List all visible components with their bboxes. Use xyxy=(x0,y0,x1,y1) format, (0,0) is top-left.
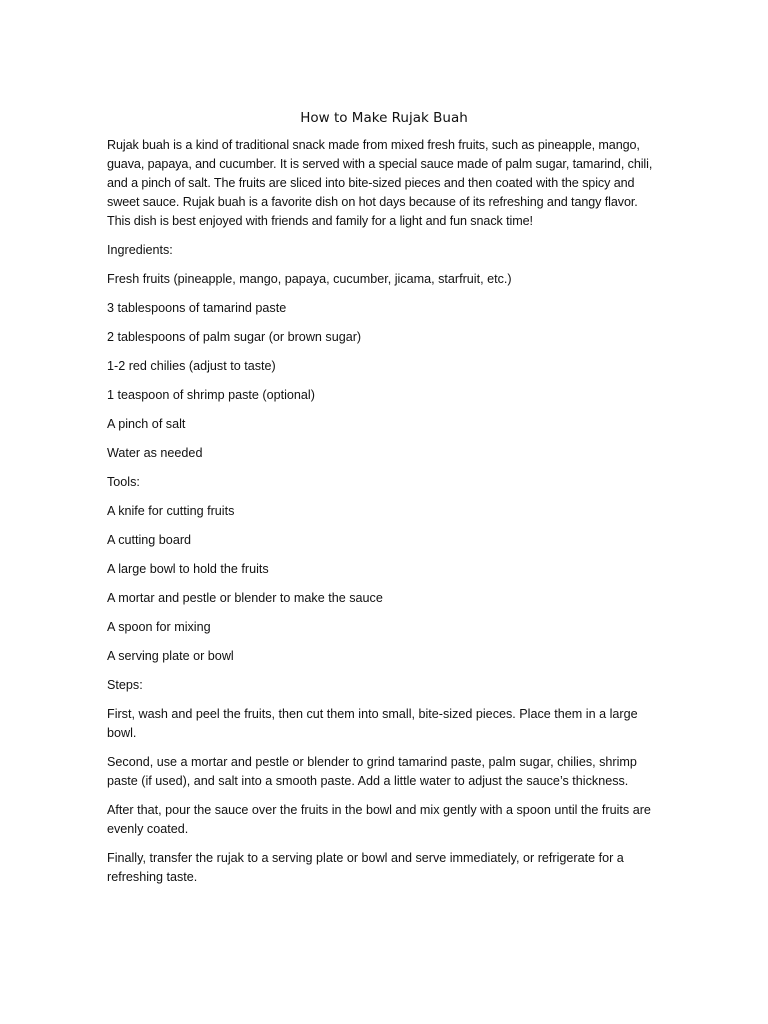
tool-item: A serving plate or bowl xyxy=(107,649,234,663)
step-paragraph: After that, pour the sauce over the fruits in the bowl and mix gently with a spoon until the fruits are evenly coated. xyxy=(107,803,651,836)
step-paragraph: Second, use a mortar and pestle or blender to grind tamarind paste, palm sugar, chilies, shrimp paste (if used), and salt into a smooth paste. Add a little water to adjust the sauce’s thickness. xyxy=(107,755,637,788)
ingredients-heading: Ingredients: xyxy=(107,243,173,257)
ingredient-item: 2 tablespoons of palm sugar (or brown sugar) xyxy=(107,330,362,344)
ingredient-item: A pinch of salt xyxy=(107,417,186,431)
ingredient-item: 1-2 red chilies (adjust to taste) xyxy=(107,359,276,373)
ingredient-item: Fresh fruits (pineapple, mango, papaya, cucumber, jicama, starfruit, etc.) xyxy=(107,272,512,286)
page-title: How to Make Rujak Buah xyxy=(300,110,468,126)
tools-heading: Tools: xyxy=(107,475,140,489)
tool-item: A spoon for mixing xyxy=(107,620,211,634)
steps-heading: Steps: xyxy=(107,678,143,692)
tool-item: A knife for cutting fruits xyxy=(107,504,235,518)
step-paragraph: First, wash and peel the fruits, then cut them into small, bite-sized pieces. Place them in a large bowl. xyxy=(107,707,638,740)
intro-paragraph: Rujak buah is a kind of traditional snack made from mixed fresh fruits, such as pineapple, mango, guava, papaya, and cucumber. It is served with a special sauce made of palm sugar, tamarind, chili, and a pinch of salt. The fruits are sliced into bite-sized pieces and then coated with the spicy and sweet sauce. Rujak buah is a favorite dish on hot days because of its refreshing and tangy flavor. This dish is best enjoyed with friends and family for a light and fun snack time! xyxy=(107,138,653,228)
tool-item: A mortar and pestle or blender to make the sauce xyxy=(107,591,383,605)
ingredient-item: 3 tablespoons of tamarind paste xyxy=(107,301,287,315)
ingredient-item: 1 teaspoon of shrimp paste (optional) xyxy=(107,388,315,402)
document-body xyxy=(107,136,663,897)
ingredient-item: Water as needed xyxy=(107,446,203,460)
tool-item: A large bowl to hold the fruits xyxy=(107,562,269,576)
step-paragraph: Finally, transfer the rujak to a serving plate or bowl and serve immediately, or refrigerate for a refreshing taste. xyxy=(107,851,624,884)
tool-item: A cutting board xyxy=(107,533,192,547)
